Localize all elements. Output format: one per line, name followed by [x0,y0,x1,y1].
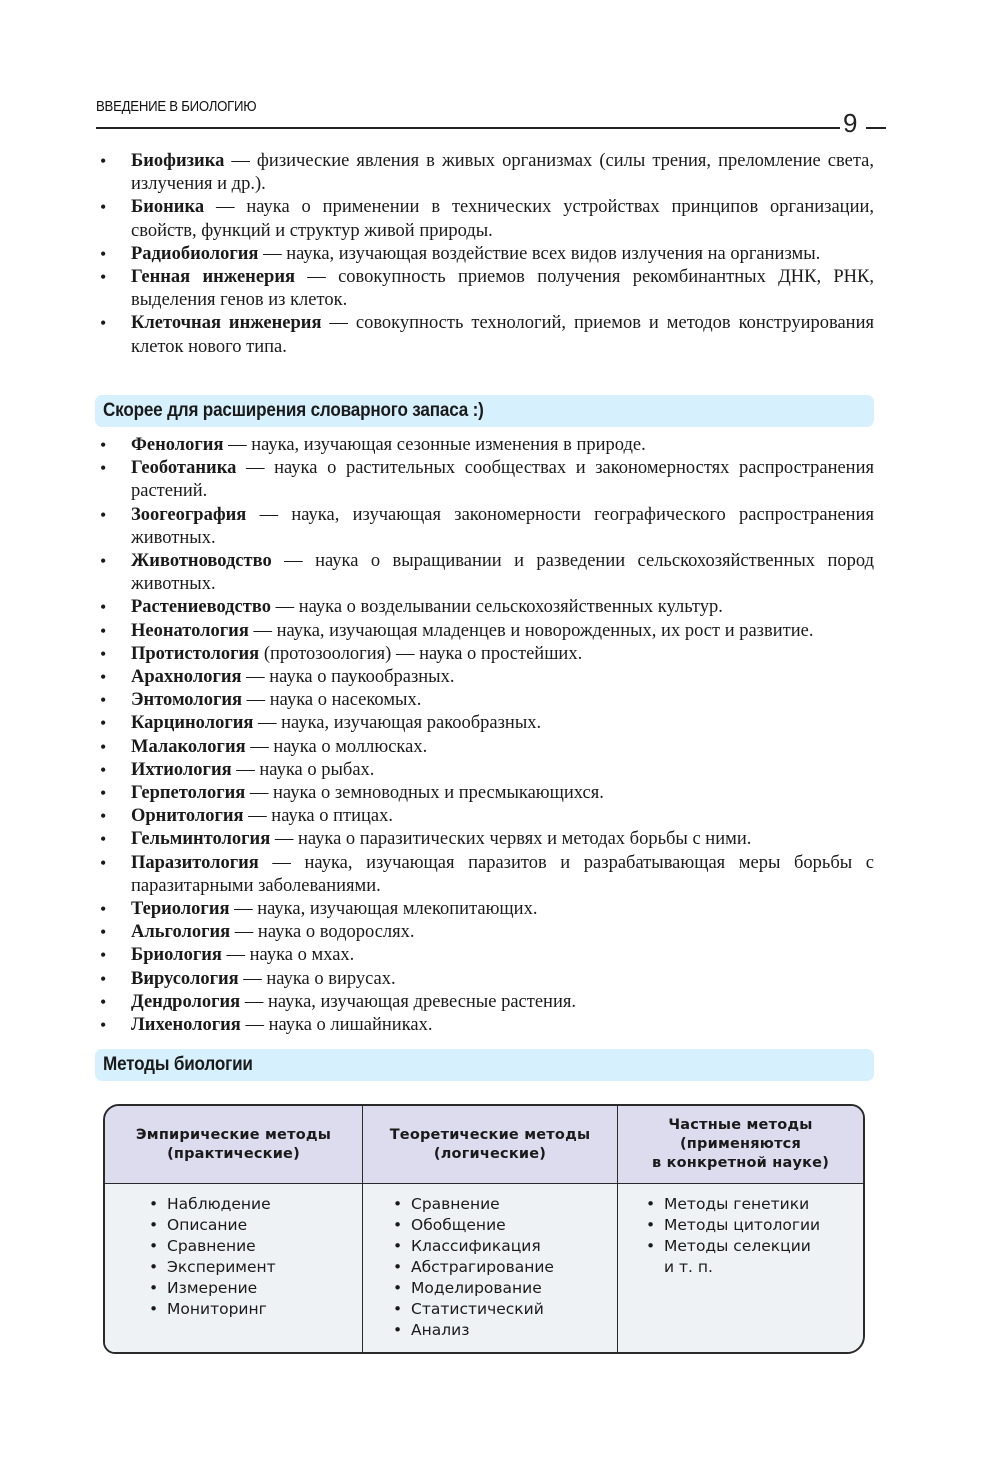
definition: — наука о паукообразных. [241,667,455,688]
list-item [96,782,874,805]
section-title: Методы биологии [103,1054,253,1075]
bullet-icon: • [100,667,107,688]
method-item [149,1257,362,1278]
bullet-icon: • [100,783,107,804]
list-item [96,805,874,828]
bullet-icon: • [100,458,107,479]
bullet-icon: • [100,922,107,943]
bullet-icon: • [100,968,107,989]
method-label: Эксперимент [167,1258,276,1276]
bullet-icon: • [100,620,107,641]
term: Лихенология [131,1015,241,1036]
page-number-dash [866,127,886,129]
definition: — наука о применении в технических устройствах принципов организации, свойств, функций и структур живой природы. [131,197,874,241]
bullet-icon: • [100,151,107,171]
term: Вирусология [131,968,239,989]
bullet-icon: • [393,1258,403,1276]
term: Малакология [131,736,246,757]
list-item [96,243,874,266]
bullet-icon: • [393,1195,403,1213]
method-label: Классификация [411,1237,541,1255]
definition: — наука, изучающая паразитов и разрабатывающая меры борьбы с паразитарными заболеваниями. [131,852,874,896]
definition: — наука о выращивании и разведении сельскохозяйственных пород животных. [131,551,874,595]
definition: — физические явления в живых организмах (силы трения, преломление света, излучения и др.). [131,151,874,195]
list-item [96,457,874,503]
bullet-icon: • [100,597,107,618]
bullet-icon: • [646,1216,656,1234]
section-header-methods [95,1049,874,1081]
page-number: 9 [843,108,858,138]
method-item [149,1278,362,1299]
term: Геоботаника [131,458,237,479]
definition: — наука, изучающая воздействие всех видов излучения на организмы. [258,243,821,264]
list-item [96,550,874,596]
term: Биофизика [131,151,225,171]
method-label: Обобщение [411,1216,506,1234]
section-header-vocabulary [95,395,874,427]
method-label: Измерение [167,1279,258,1297]
definition: — наука о водорослях. [230,922,415,943]
method-label: Мониторинг [167,1300,267,1318]
list-item [96,944,874,967]
bullet-icon: • [646,1195,656,1213]
bullet-icon: • [149,1237,159,1255]
list-item [96,852,874,898]
section-title: Скорее для расширения словарного запаса :) [103,400,484,421]
definition: — наука о моллюсках. [245,736,428,757]
bullet-icon: • [100,852,107,873]
list-item [96,150,874,196]
method-item [149,1299,362,1320]
bullet-icon: • [149,1258,159,1276]
bullet-icon: • [100,435,107,455]
list-item [96,312,874,358]
header-line: в конкретной науке) [651,1155,830,1171]
definition: — наука, изучающая сезонные изменения в природе. [223,435,646,455]
table-body-cell [618,1184,863,1352]
bullet-icon: • [100,313,107,334]
method-label: Сравнение [167,1237,256,1255]
term: Животноводство [131,551,272,572]
methods-list [393,1194,617,1341]
list-item [96,666,874,689]
table-header-cell [363,1106,618,1184]
term: Радиобиология [131,243,259,264]
method-label: Методы генетики [664,1195,810,1213]
list-item [96,921,874,944]
bullet-icon: • [646,1237,656,1255]
list-item [96,898,874,921]
term: Орнитология [131,806,244,827]
bullet-icon: • [100,899,107,920]
method-label: Моделирование [411,1279,542,1297]
definition: — наука о земноводных и пресмыкающихся. [245,783,604,804]
method-label: Описание [167,1216,248,1234]
definition: — наука о рыбах. [231,759,375,780]
list-item [96,1014,874,1037]
methods-list [149,1194,362,1320]
method-item [149,1215,362,1236]
term: Энтомология [131,690,243,711]
list-item [96,434,874,457]
table-body-cell [363,1184,618,1352]
term: Протистология [131,643,260,664]
bullet-icon: • [149,1195,159,1213]
method-item [393,1215,617,1236]
definition: — наука о растительных сообществах и закономерностях распространения растений. [131,458,874,502]
method-item [149,1194,362,1215]
bullet-icon: • [100,806,107,827]
term: Гельминтология [131,829,271,850]
list-item [96,196,874,242]
method-label: Наблюдение [167,1195,271,1213]
bullet-icon: • [100,713,107,734]
method-item [646,1194,863,1215]
definition: — наука, изучающая древесные растения. [240,991,576,1012]
list-vocabulary [96,434,874,1037]
term: Ихтиология [131,759,232,780]
method-label: Методы цитологии [664,1216,821,1234]
bullet-icon: • [100,690,107,711]
bullet-icon: • [100,267,107,288]
bullet-icon: • [149,1300,159,1318]
term: Растениеводство [131,597,271,618]
method-label: Абстрагирование [411,1258,554,1276]
list-item [96,504,874,550]
bullet-icon: • [100,551,107,572]
term: Фенология [131,435,224,455]
header-line: Частные методы [668,1117,813,1133]
term: Териология [131,899,230,920]
term: Зоогеография [131,504,247,525]
header-rule [96,127,840,129]
methods-table [103,1104,865,1354]
list-item [96,620,874,643]
method-label: Анализ [411,1321,470,1339]
method-label: Сравнение [411,1195,500,1213]
header-line: Теоретические методы [389,1126,591,1143]
bullet-icon: • [100,991,107,1012]
definition: — наука о мхах. [221,945,355,966]
method-item [393,1278,617,1299]
bullet-icon: • [100,736,107,757]
definition: — наука о паразитических червях и методах борьбы с ними. [270,829,752,850]
method-item [393,1257,617,1278]
bullet-icon: • [100,945,107,966]
list-item [96,266,874,312]
term: Герпетология [131,783,246,804]
method-label: Статистический [411,1300,544,1318]
list-item [96,643,874,666]
definition: — совокупность приемов получения рекомбинантных ДНК, РНК, выделения генов из клеток. [131,267,874,311]
bullet-icon: • [100,504,107,525]
header-line: (применяются [679,1136,801,1152]
bullet-icon: • [393,1237,403,1255]
bullet-icon: • [393,1300,403,1318]
methods-list [646,1194,863,1278]
bullet-icon: • [149,1216,159,1234]
list-item [96,736,874,759]
bullet-icon: • [393,1321,403,1339]
definition: (протозоология) — наука о простейших. [259,643,583,664]
bullet-icon: • [393,1279,403,1297]
definition: — наука, изучающая закономерности географического распространения животных. [131,504,874,548]
term: Бриология [131,945,222,966]
definition: — наука о лишайниках. [240,1015,433,1036]
bullet-icon: • [100,197,107,218]
list-item [96,828,874,851]
list-item [96,968,874,991]
list-item [96,991,874,1014]
header-line: Эмпирические методы [135,1126,332,1143]
method-item [393,1299,617,1320]
bullet-icon: • [100,1015,107,1036]
term: Клеточная инженерия [131,313,322,334]
definition: — наука о птицах. [243,806,394,827]
term: Генная инженерия [131,267,295,288]
method-item [646,1215,863,1236]
list-item [96,689,874,712]
method-item [646,1236,863,1257]
term: Бионика [131,197,205,218]
term: Дендрология [131,991,241,1012]
running-head: ВВЕДЕНИЕ В БИОЛОГИЮ [96,98,257,115]
definition: — наука, изучающая младенцев и новорожденных, их рост и развитие. [248,620,814,641]
header-line: (логические) [433,1145,547,1162]
list-item [96,759,874,782]
bullet-icon: • [100,759,107,780]
definition: — наука о возделывании сельскохозяйственных культур. [270,597,723,618]
bullet-icon: • [100,829,107,850]
term: Карцинология [131,713,254,734]
method-item [393,1236,617,1257]
method-item [149,1236,362,1257]
definition: — наука о вирусах. [238,968,396,989]
trailing-note: и т. п. [664,1258,713,1276]
bullet-icon: • [149,1279,159,1297]
table-header-cell [105,1106,363,1184]
term: Паразитология [131,852,259,873]
definition: — наука, изучающая ракообразных. [253,713,542,734]
method-item [393,1320,617,1341]
header-line: (практические) [167,1145,300,1162]
list-item [96,596,874,619]
method-item [393,1194,617,1215]
bullet-icon: • [100,243,107,264]
table-header-cell [618,1106,863,1184]
definition: — наука о насекомых. [242,690,422,711]
list-top [96,150,874,359]
term: Неонатология [131,620,249,641]
bullet-icon: • [100,643,107,664]
method-label: Методы селекции [664,1237,811,1255]
term: Арахнология [131,667,242,688]
list-item [96,712,874,735]
bullet-icon: • [393,1216,403,1234]
definition: — совокупность технологий, приемов и методов конструирования клеток нового типа. [131,313,874,357]
definition: — наука, изучающая млекопитающих. [229,899,538,920]
table-body-cell [105,1184,363,1352]
term: Альгология [131,922,231,943]
